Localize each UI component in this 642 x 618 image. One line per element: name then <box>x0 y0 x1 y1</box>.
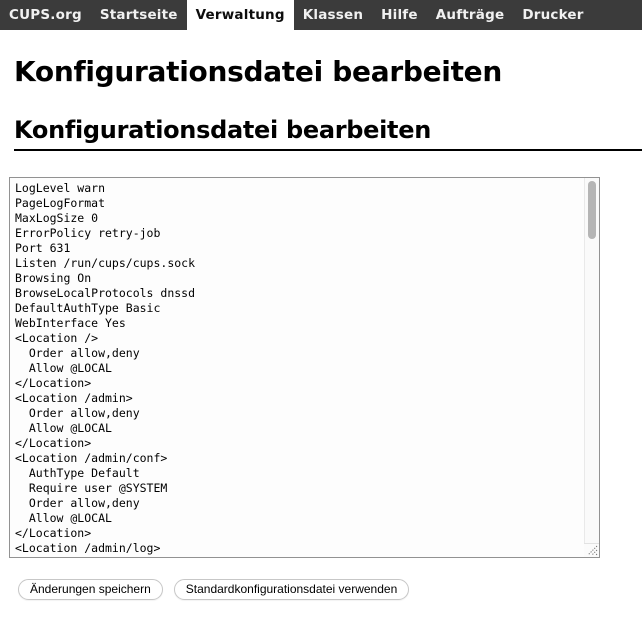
form-actions <box>18 579 642 600</box>
config-editor <box>9 177 600 558</box>
nav-tab-cups-org[interactable]: CUPS.org <box>9 7 82 23</box>
section-title: Konfigurationsdatei bearbeiten <box>14 117 642 151</box>
textarea-resize-handle[interactable] <box>584 543 599 557</box>
page-title: Konfigurationsdatei bearbeiten <box>14 55 502 88</box>
vertical-scrollbar-track[interactable] <box>584 178 599 557</box>
top-nav-bar <box>0 0 642 30</box>
nav-tab-hilfe[interactable]: Hilfe <box>381 7 418 23</box>
nav-tab-startseite[interactable]: Startseite <box>99 7 178 23</box>
config-file-textarea[interactable] <box>10 178 584 557</box>
nav-tab-auftraege[interactable]: Aufträge <box>435 7 505 23</box>
nav-tab-klassen[interactable]: Klassen <box>302 7 364 23</box>
use-default-config-button[interactable]: Standardkonfigurationsdatei verwenden <box>174 579 409 600</box>
vertical-scrollbar-thumb[interactable] <box>588 181 596 239</box>
nav-tab-drucker[interactable]: Drucker <box>522 7 584 23</box>
nav-tab-verwaltung[interactable]: Verwaltung <box>187 0 294 30</box>
save-changes-button[interactable]: Änderungen speichern <box>18 579 163 600</box>
